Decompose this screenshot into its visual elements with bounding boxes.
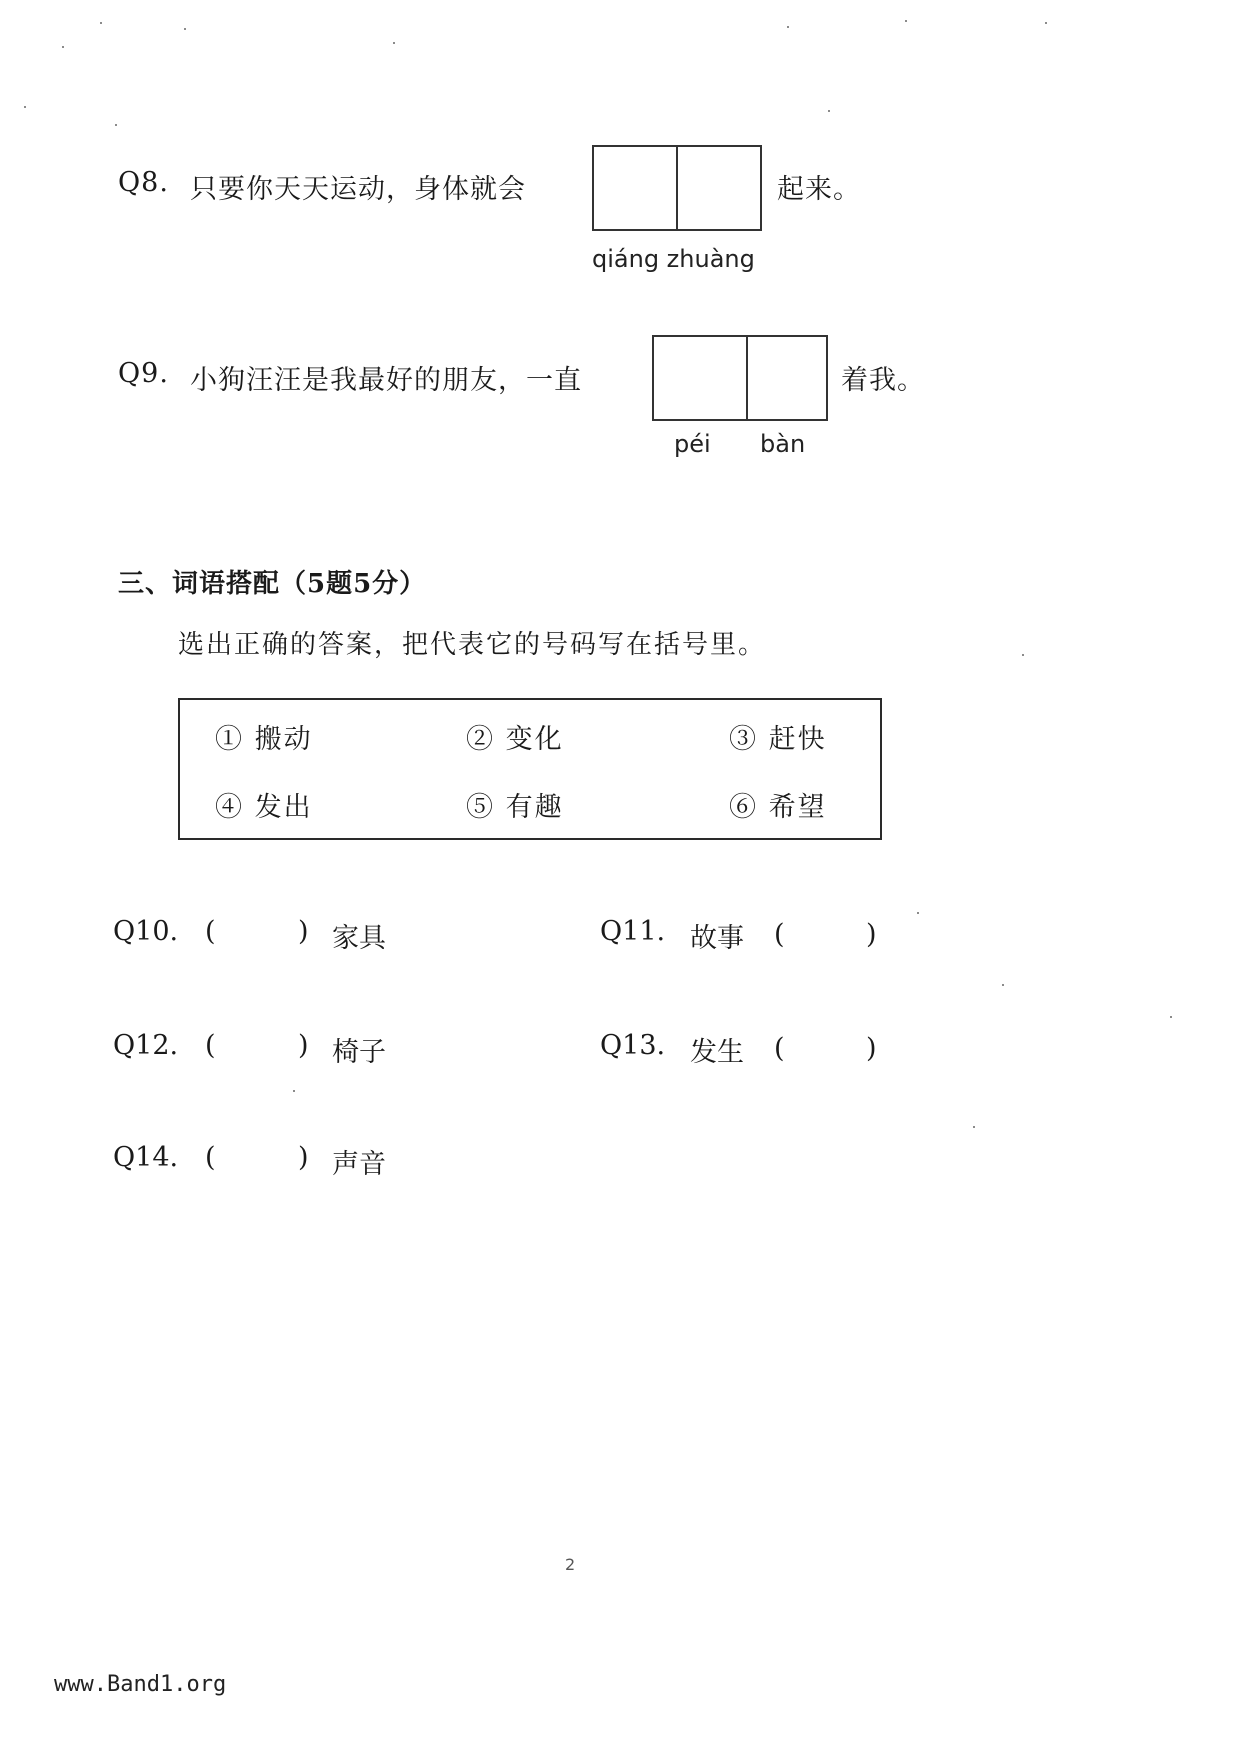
word-bank-word: 发出	[254, 792, 313, 823]
q12-paren-close: )	[298, 1030, 309, 1061]
section-3-title: 三、词语搭配（5题5分）	[118, 569, 427, 599]
q11-word: 故事	[690, 923, 744, 954]
word-bank-word: 赶快	[768, 724, 827, 755]
q13-word: 发生	[690, 1037, 744, 1068]
scan-speck	[393, 42, 395, 44]
word-bank-num: ②	[466, 724, 495, 755]
word-bank-num: ⑥	[729, 792, 758, 823]
q12-word: 椅子	[332, 1037, 386, 1068]
q8-answer-box-2[interactable]	[676, 145, 762, 231]
word-bank-item-5	[466, 785, 564, 824]
q14-paren-close: )	[298, 1142, 309, 1173]
q9-pinyin-2: bàn	[760, 430, 806, 458]
q9-sentence-before: 小狗汪汪是我最好的朋友，一直	[190, 365, 582, 396]
word-bank-item-6	[729, 785, 827, 824]
word-bank-word: 变化	[505, 724, 564, 755]
scan-speck	[100, 22, 102, 24]
scan-speck	[1170, 1016, 1172, 1018]
scan-speck	[828, 110, 830, 112]
q12-answer-blank[interactable]	[222, 1026, 292, 1062]
q14-number: Q14.	[113, 1142, 179, 1173]
scan-speck	[905, 20, 907, 22]
scan-speck	[1002, 984, 1004, 986]
scan-speck	[1045, 22, 1047, 24]
word-bank-word: 搬动	[254, 724, 313, 755]
word-bank-num: ①	[215, 724, 244, 755]
word-bank-item-4	[215, 785, 313, 824]
scan-speck	[115, 124, 117, 126]
q11-answer-blank[interactable]	[790, 914, 860, 950]
word-bank-word: 希望	[768, 792, 827, 823]
q10-paren-close: )	[298, 916, 309, 947]
word-bank-num: ⑤	[466, 792, 495, 823]
word-bank-item-3	[729, 717, 827, 756]
q8-sentence-before: 只要你天天运动，身体就会	[190, 174, 526, 205]
scan-speck	[293, 1090, 295, 1092]
q8-pinyin: qiáng zhuàng	[592, 245, 755, 273]
q11-paren-close: )	[866, 919, 877, 950]
footer-website: www.Band1.org	[54, 1672, 227, 1697]
scan-speck	[973, 1126, 975, 1128]
q8-number: Q8.	[118, 167, 169, 198]
word-bank-item-1	[215, 717, 313, 756]
q11-number: Q11.	[600, 916, 666, 947]
q12-number: Q12.	[113, 1030, 179, 1061]
q13-paren-open: (	[774, 1033, 785, 1064]
q9-answer-box-1[interactable]	[652, 335, 748, 421]
q9-number: Q9.	[118, 358, 169, 389]
q10-number: Q10.	[113, 916, 179, 947]
section-3-instruction: 选出正确的答案，把代表它的号码写在括号里。	[178, 630, 767, 660]
scan-speck	[917, 912, 919, 914]
word-bank-num: ④	[215, 792, 244, 823]
q8-answer-box-1[interactable]	[592, 145, 678, 231]
scan-speck	[62, 46, 64, 48]
q13-answer-blank[interactable]	[790, 1028, 860, 1064]
q10-word: 家具	[332, 923, 386, 954]
q11-paren-open: (	[774, 919, 785, 950]
scan-speck	[1022, 654, 1024, 656]
q13-number: Q13.	[600, 1030, 666, 1061]
word-bank-item-2	[466, 717, 564, 756]
q9-pinyin-1: péi	[674, 430, 711, 458]
q13-paren-close: )	[866, 1033, 877, 1064]
q10-answer-blank[interactable]	[222, 912, 292, 948]
scan-speck	[787, 26, 789, 28]
q14-paren-open: (	[205, 1142, 216, 1173]
page-number: 2	[565, 1555, 576, 1574]
word-bank-num: ③	[729, 724, 758, 755]
scan-speck	[184, 28, 186, 30]
q9-sentence-after: 着我。	[841, 365, 925, 396]
q14-word: 声音	[332, 1149, 386, 1180]
q14-answer-blank[interactable]	[222, 1138, 292, 1174]
word-bank-word: 有趣	[505, 792, 564, 823]
q10-paren-open: (	[205, 916, 216, 947]
q12-paren-open: (	[205, 1030, 216, 1061]
scan-speck	[24, 106, 26, 108]
q8-sentence-after: 起来。	[777, 174, 861, 205]
q9-answer-box-2[interactable]	[746, 335, 828, 421]
